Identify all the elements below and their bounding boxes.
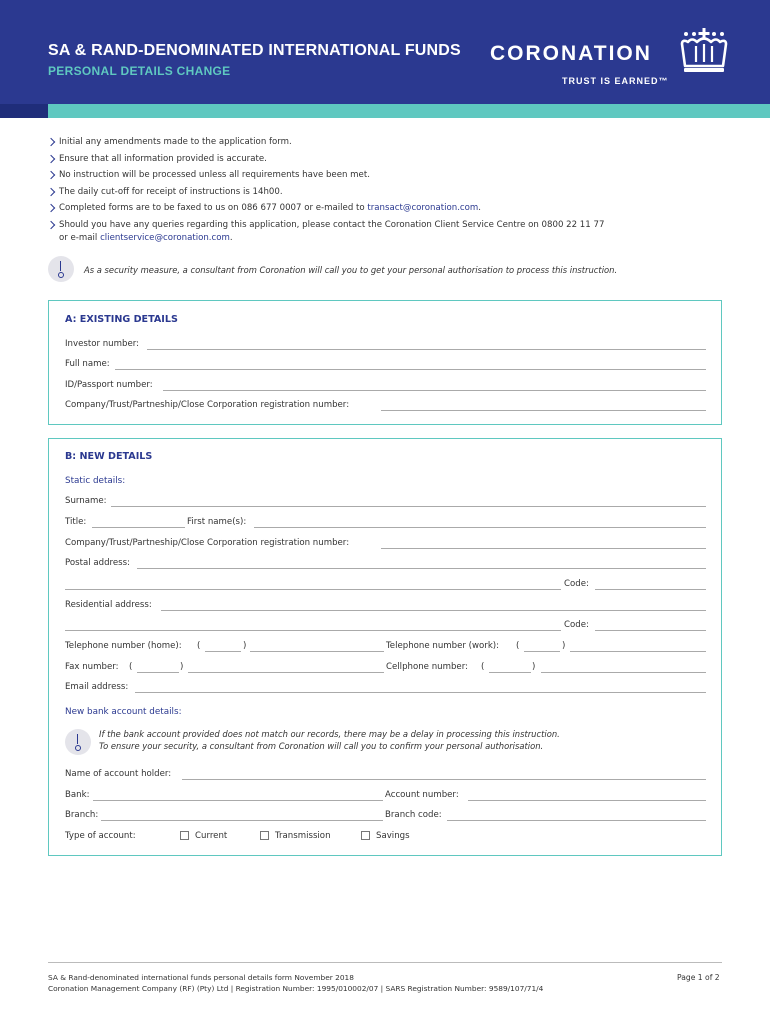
- id-passport-field[interactable]: ID/Passport number:: [65, 380, 706, 392]
- telephone-row: Telephone number (home): ( ) Telephone number (work): ( ): [65, 641, 706, 653]
- instruction-item: Completed forms are to be faxed to us on 086 677 0007 or e-mailed to transact@coronation.com.: [48, 202, 728, 215]
- investor-number-line[interactable]: [147, 349, 706, 350]
- surname-field[interactable]: Surname:: [65, 496, 706, 508]
- branch-code-line[interactable]: [447, 820, 706, 821]
- new-registration-line[interactable]: [381, 548, 706, 549]
- current-checkbox[interactable]: [180, 831, 189, 840]
- brand-tagline: TRUST IS EARNED™: [562, 76, 669, 86]
- bank-notice-line-2: To ensure your security, a consultant from Coronation will call you to confirm your personal authorisation.: [99, 741, 544, 751]
- bank-row: Bank: Account number:: [65, 790, 706, 802]
- first-names-line[interactable]: [254, 527, 706, 528]
- transact-email-link[interactable]: transact@coronation.com: [367, 203, 479, 214]
- section-existing-details: [48, 300, 722, 425]
- chevron-right-icon: [47, 171, 55, 179]
- title-firstname-row: Title: First name(s):: [65, 517, 706, 529]
- bank-line[interactable]: [93, 800, 383, 801]
- residential-address-line[interactable]: [161, 610, 706, 611]
- bank-notice: [65, 729, 705, 757]
- savings-checkbox[interactable]: [361, 831, 370, 840]
- surname-line[interactable]: [111, 506, 706, 507]
- fax-cell-row: Fax number: ( ) Cellphone number: ( ): [65, 662, 706, 674]
- registration-number-line[interactable]: [381, 410, 706, 411]
- account-number-line[interactable]: [468, 800, 706, 801]
- instruction-item: Ensure that all information provided is accurate.: [48, 153, 728, 166]
- cell-code-line[interactable]: [489, 672, 531, 673]
- email-field[interactable]: Email address:: [65, 682, 706, 694]
- transmission-checkbox[interactable]: [260, 831, 269, 840]
- header-accent-band: [48, 104, 770, 118]
- cell-line[interactable]: [541, 672, 706, 673]
- residential-address-field[interactable]: Residential address:: [65, 600, 706, 612]
- email-line[interactable]: [135, 692, 706, 693]
- security-notice: [48, 256, 728, 284]
- postal-address-line-2[interactable]: [65, 589, 561, 590]
- security-notice-text: As a security measure, a consultant from Coronation will call you to get your personal authorisation to process this instruction.: [84, 265, 618, 275]
- chevron-right-icon: [47, 188, 55, 196]
- full-name-line[interactable]: [115, 369, 706, 370]
- exclamation-icon: [65, 729, 91, 755]
- clientservice-email-link[interactable]: clientservice@coronation.com: [100, 232, 230, 243]
- fax-line[interactable]: [188, 672, 384, 673]
- account-holder-field[interactable]: Name of account holder:: [65, 769, 706, 781]
- footer-form-name: SA & Rand-denominated international funds personal details form November 2018: [48, 973, 354, 982]
- full-name-field[interactable]: Full name:: [65, 359, 706, 371]
- id-passport-line[interactable]: [163, 390, 706, 391]
- bank-notice-line-1: If the bank account provided does not match our records, there may be a delay in processing this instruction.: [99, 729, 560, 739]
- new-registration-field[interactable]: Company/Trust/Partneship/Close Corporation registration number:: [65, 538, 706, 550]
- account-holder-line[interactable]: [182, 779, 706, 780]
- title-line[interactable]: [92, 527, 185, 528]
- static-details-heading: Static details:: [65, 476, 126, 486]
- instruction-item: No instruction will be processed unless all requirements have been met.: [48, 169, 728, 182]
- postal-address-field[interactable]: Postal address:: [65, 558, 706, 570]
- instruction-item: Should you have any queries regarding this application, please contact the Coronation Client Service Centre on 0800 22 11 77 or e-mail clientservice@coronation.com.: [48, 219, 728, 245]
- page-number: Page 1 of 2: [677, 973, 720, 982]
- exclamation-icon: [48, 256, 74, 282]
- tel-home-line[interactable]: [250, 651, 384, 652]
- tel-home-code-line[interactable]: [205, 651, 241, 652]
- section-b-title: B: NEW DETAILS: [65, 451, 153, 462]
- postal-address-line[interactable]: [137, 568, 706, 569]
- chevron-right-icon: [47, 154, 55, 162]
- header-banner: [0, 0, 770, 104]
- tel-work-code-line[interactable]: [524, 651, 560, 652]
- fax-code-line[interactable]: [137, 672, 179, 673]
- footer-divider: [48, 962, 722, 963]
- residential-code-line[interactable]: [595, 630, 706, 631]
- postal-code-row: Code:: [65, 579, 706, 591]
- postal-code-line[interactable]: [595, 589, 706, 590]
- residential-code-row: Code:: [65, 620, 706, 632]
- registration-number-field[interactable]: Company/Trust/Partneship/Close Corporation registration number:: [65, 400, 706, 412]
- bank-details-heading: New bank account details:: [65, 707, 182, 717]
- section-new-details: [48, 438, 722, 856]
- section-a-title: A: EXISTING DETAILS: [65, 314, 178, 325]
- chevron-right-icon: [47, 204, 55, 212]
- instruction-item: The daily cut-off for receipt of instructions is 14h00.: [48, 186, 728, 199]
- instruction-item: Initial any amendments made to the application form.: [48, 136, 728, 149]
- crown-icon: [676, 28, 732, 76]
- residential-address-line-2[interactable]: [65, 630, 561, 631]
- footer-company-info: Coronation Management Company (RF) (Pty) Ltd | Registration Number: 1995/010002/07 | SARS Registration Number: 9589/107/71/4: [48, 984, 544, 993]
- chevron-right-icon: [47, 138, 55, 146]
- tel-work-line[interactable]: [570, 651, 706, 652]
- instruction-list: [48, 136, 728, 249]
- form-title: SA & RAND-DENOMINATED INTERNATIONAL FUNDS: [48, 42, 461, 59]
- brand-logo: CORONATION: [490, 42, 652, 65]
- branch-line[interactable]: [101, 820, 383, 821]
- form-subtitle: PERSONAL DETAILS CHANGE: [48, 64, 231, 78]
- branch-row: Branch: Branch code:: [65, 810, 706, 822]
- account-type-row: Type of account: Current Transmission Savings: [65, 831, 410, 841]
- investor-number-field[interactable]: Investor number:: [65, 339, 706, 351]
- chevron-right-icon: [47, 221, 55, 229]
